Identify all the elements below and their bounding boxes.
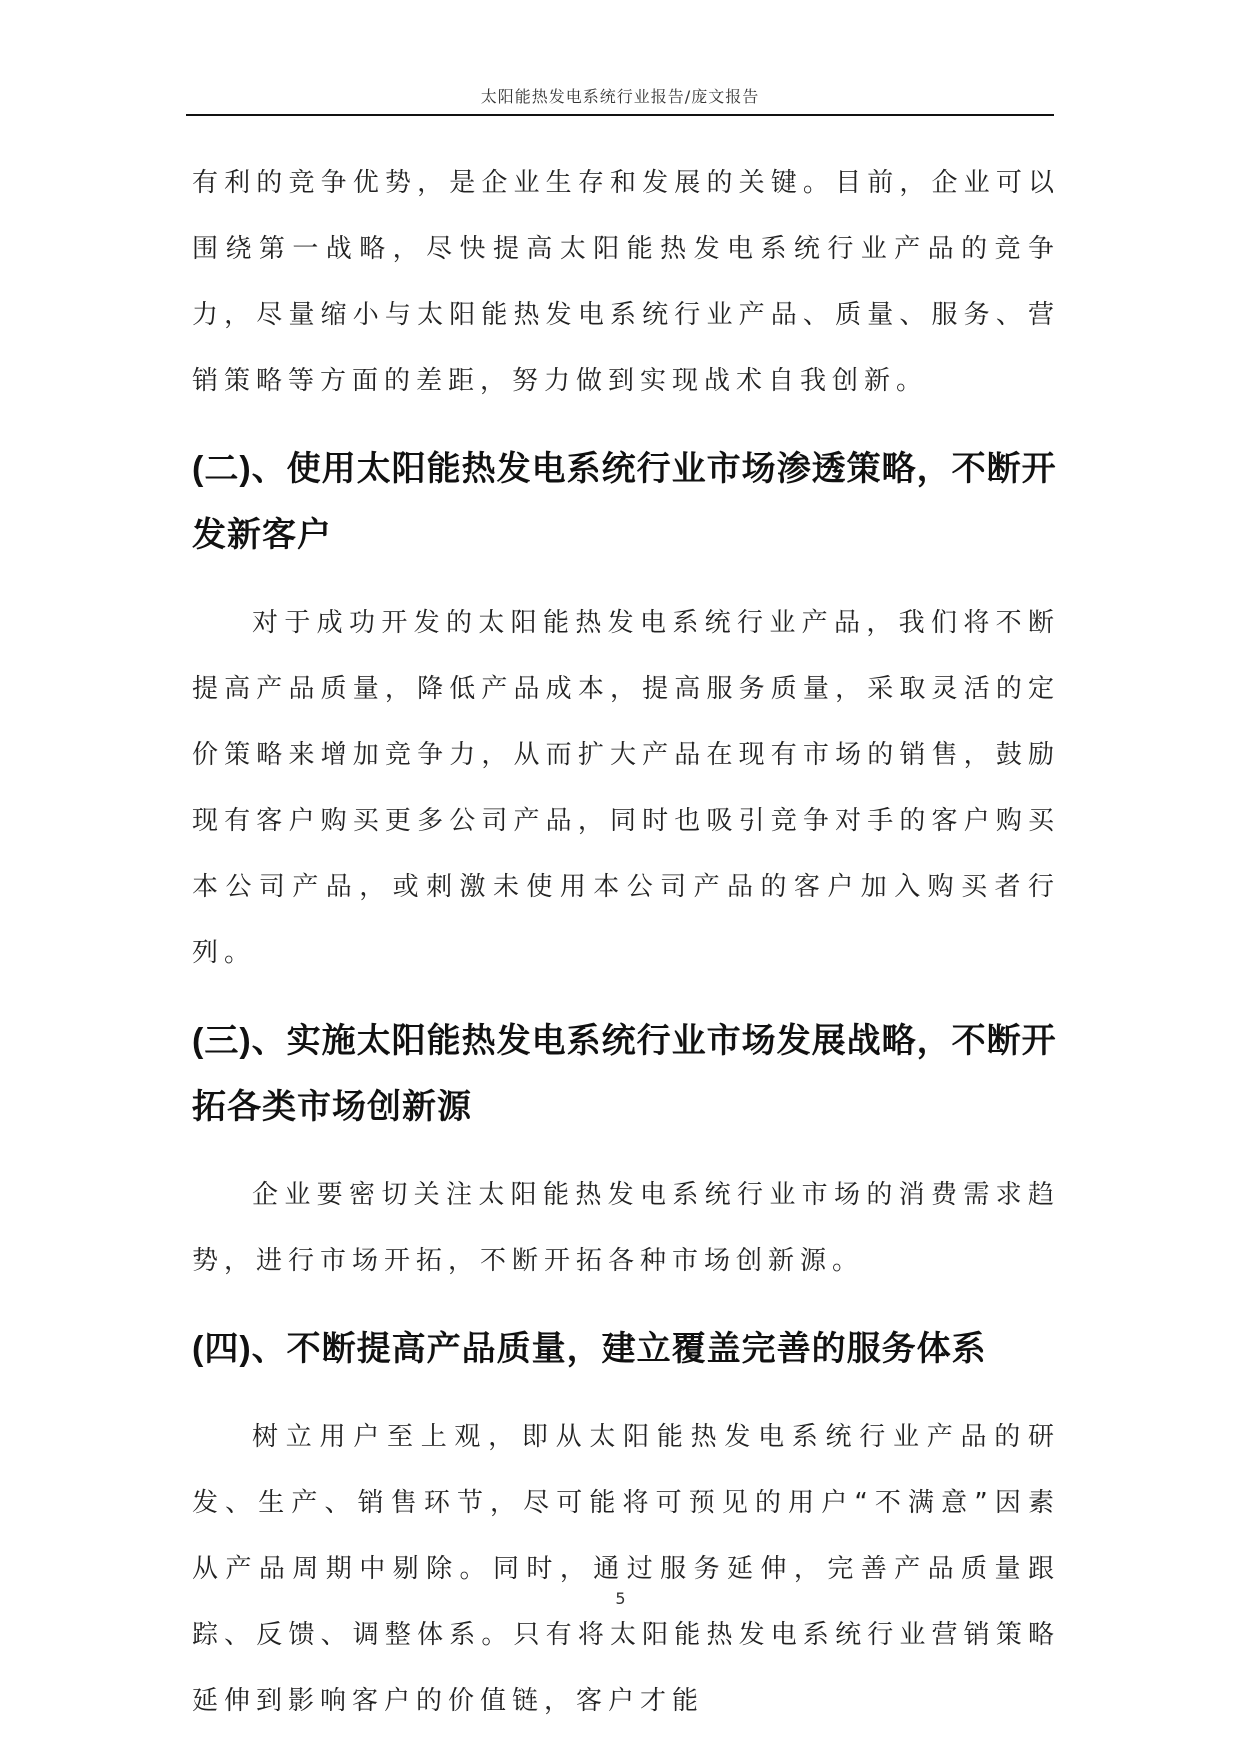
section-heading-4: (四)、不断提高产品质量，建立覆盖完善的服务体系 [192,1330,987,1368]
spacer [192,414,1060,436]
page-number: 5 [615,1589,626,1608]
section-paragraph-2: 对于成功开发的太阳能热发电系统行业产品，我们将不断提高产品质量，降低产品成本，提高服务质量，采取灵活的定价策略来增加竞争力，从而扩大产品在现有市场的销售，鼓励现有客户购买更多公司产品，同时也吸引竞争对手的客户购买本公司产品，或刺激未使用本公司产品的客户加入购买者行列。 [192,608,1060,968]
spacer [192,986,1060,1008]
document-body [192,150,1060,1734]
intro-paragraph: 有利的竞争优势，是企业生存和发展的关键。目前，企业可以围绕第一战略，尽快提高太阳能热发电系统行业产品的竞争力，尽量缩小与太阳能热发电系统行业产品、质量、服务、营销策略等方面的差距，努力做到实现战术自我创新。 [192,168,1060,396]
spacer [192,1294,1060,1316]
spacer [192,1140,1060,1162]
page-header: 太阳能热发电系统行业报告/庞文报告 [480,87,760,106]
header-divider [186,114,1054,116]
section-heading-2: (二)、使用太阳能热发电系统行业市场渗透策略，不断开发新客户 [192,450,1057,554]
spacer [192,1382,1060,1404]
spacer [192,568,1060,590]
section-paragraph-4: 树立用户至上观，即从太阳能热发电系统行业产品的研发、生产、销售环节，尽可能将可预见的用户“不满意”因素从产品周期中剔除。同时，通过服务延伸，完善产品质量跟踪、反馈、调整体系。只有将太阳能热发电系统行业营销策略延伸到影响客户的价值链，客户才能 [192,1422,1060,1716]
section-heading-3: (三)、实施太阳能热发电系统行业市场发展战略，不断开拓各类市场创新源 [192,1022,1057,1126]
section-paragraph-3: 企业要密切关注太阳能热发电系统行业市场的消费需求趋势，进行市场开拓，不断开拓各种市场创新源。 [192,1180,1060,1276]
